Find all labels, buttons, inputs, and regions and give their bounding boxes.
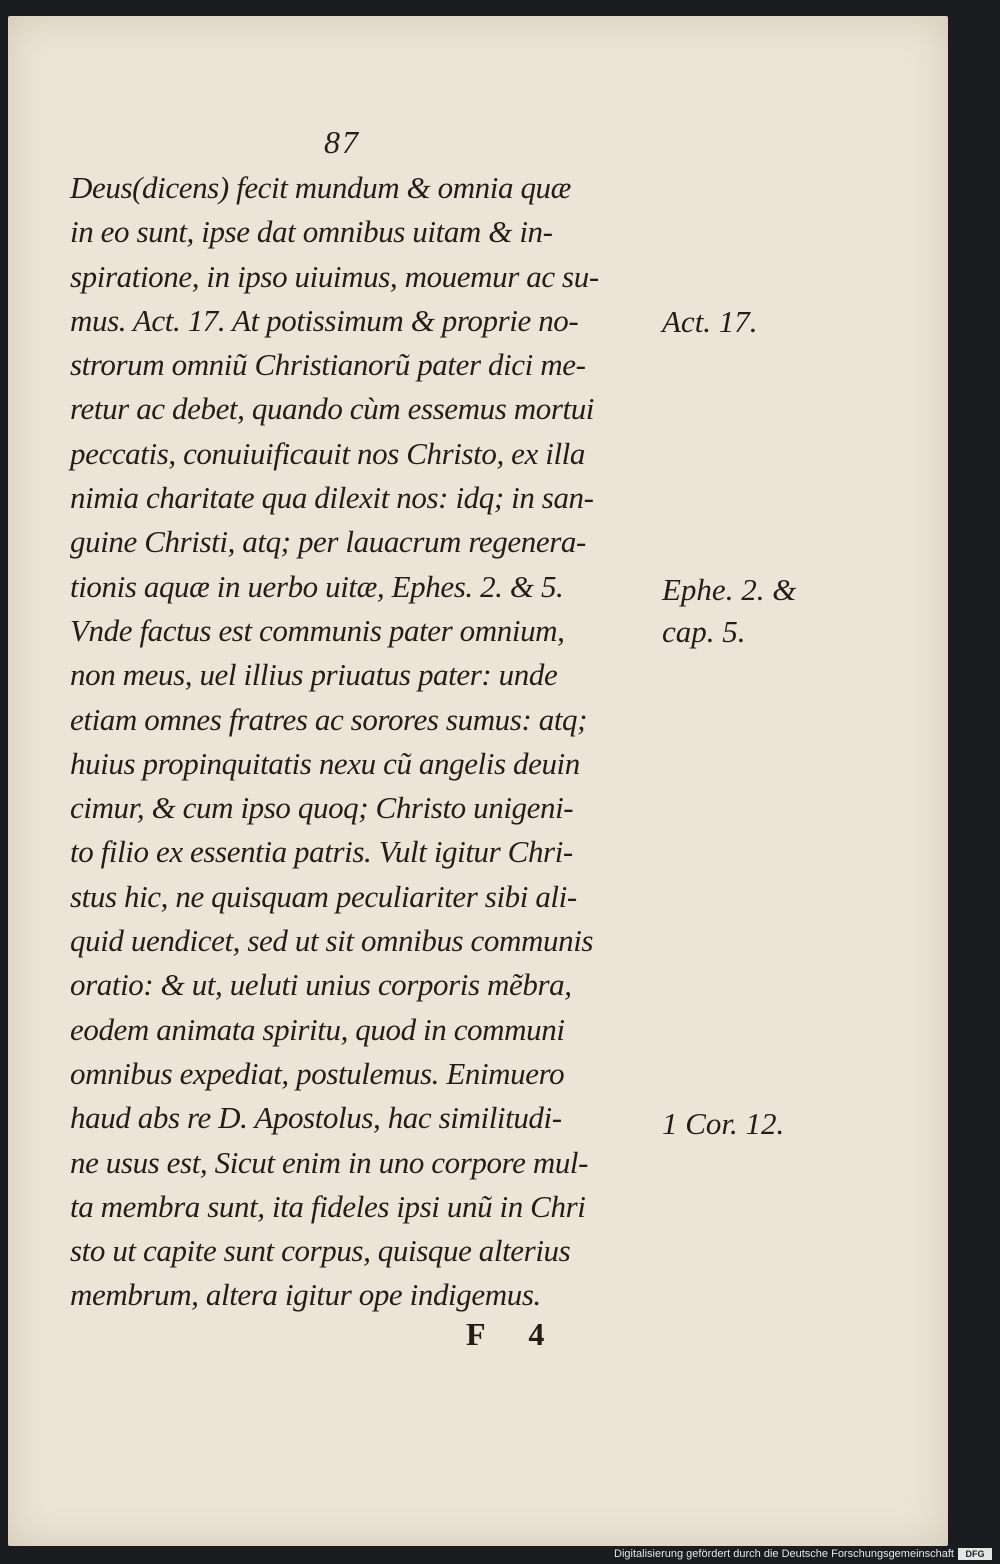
text-line: eodem animata spiritu, quod in communi: [70, 1011, 565, 1047]
margin-note-ephesians: Ephe. 2. &: [662, 572, 797, 607]
text-line: stus hic, ne quisquam peculiariter sibi ali-: [70, 878, 577, 914]
text-line: peccatis, conuiuificauit nos Christo, ex illa: [70, 435, 585, 471]
text-line: ta membra sunt, ita fideles ipsi unũ in Chri: [70, 1188, 586, 1224]
margin-note-acts: Act. 17.: [662, 304, 758, 339]
text-line: non meus, uel illius priuatus pater: unde: [70, 657, 558, 693]
text-line: huius propinquitatis nexu cũ angelis deuin: [70, 745, 580, 781]
text-line: strorum omniũ Christianorũ pater dici me-: [70, 347, 586, 383]
page-number: 87: [324, 124, 360, 160]
funding-credit: Digitalisierung gefördert durch die Deutsche Forschungsgemeinschaft: [614, 1548, 954, 1560]
text-line: ne usus est, Sicut enim in uno corpore mul-: [70, 1144, 589, 1180]
text-line: omnibus expediat, postulemus. Enimuero: [70, 1055, 565, 1091]
text-line: quid uendicet, sed ut sit omnibus communis: [70, 923, 594, 959]
text-line: haud abs re D. Apostolus, hac similitudi-: [70, 1100, 562, 1136]
margin-note-corinthians: 1 Cor. 12.: [662, 1106, 785, 1141]
text-line: in eo sunt, ipse dat omnibus uitam & in-: [70, 214, 553, 250]
signature-mark: F 4: [466, 1316, 563, 1352]
dfg-logo: DFG: [958, 1548, 992, 1560]
text-line: Vnde factus est communis pater omnium,: [70, 612, 565, 648]
text-line: mus. Act. 17. At potissimum & proprie no-: [70, 302, 579, 338]
body-text: [70, 166, 650, 1318]
text-line: tionis aquæ in uerbo uitæ, Ephes. 2. & 5.: [70, 568, 564, 604]
text-line: Deus(dicens) fecit mundum & omnia quæ: [70, 170, 571, 205]
text-line: oratio: & ut, ueluti unius corporis mẽbra,: [70, 967, 572, 1003]
text-line: spiratione, in ipso uiuimus, mouemur ac su-: [70, 258, 599, 294]
text-line: guine Christi, atq; per lauacrum regenera-: [70, 524, 586, 560]
text-line: cimur, & cum ipso quoq; Christo unigeni-: [70, 790, 574, 826]
text-line: membrum, altera igitur ope indigemus.: [70, 1277, 541, 1313]
text-line: nimia charitate qua dilexit nos: idq; in san-: [70, 480, 594, 516]
book-page: [8, 16, 948, 1546]
text-line: etiam omnes fratres ac sorores sumus: atq;: [70, 701, 588, 737]
text-line: retur ac debet, quando cùm essemus mortui: [70, 391, 595, 427]
margin-note-ephesians-cap: cap. 5.: [662, 614, 746, 649]
text-line: to filio ex essentia patris. Vult igitur Chri-: [70, 834, 573, 870]
text-line: sto ut capite sunt corpus, quisque alterius: [70, 1233, 571, 1269]
